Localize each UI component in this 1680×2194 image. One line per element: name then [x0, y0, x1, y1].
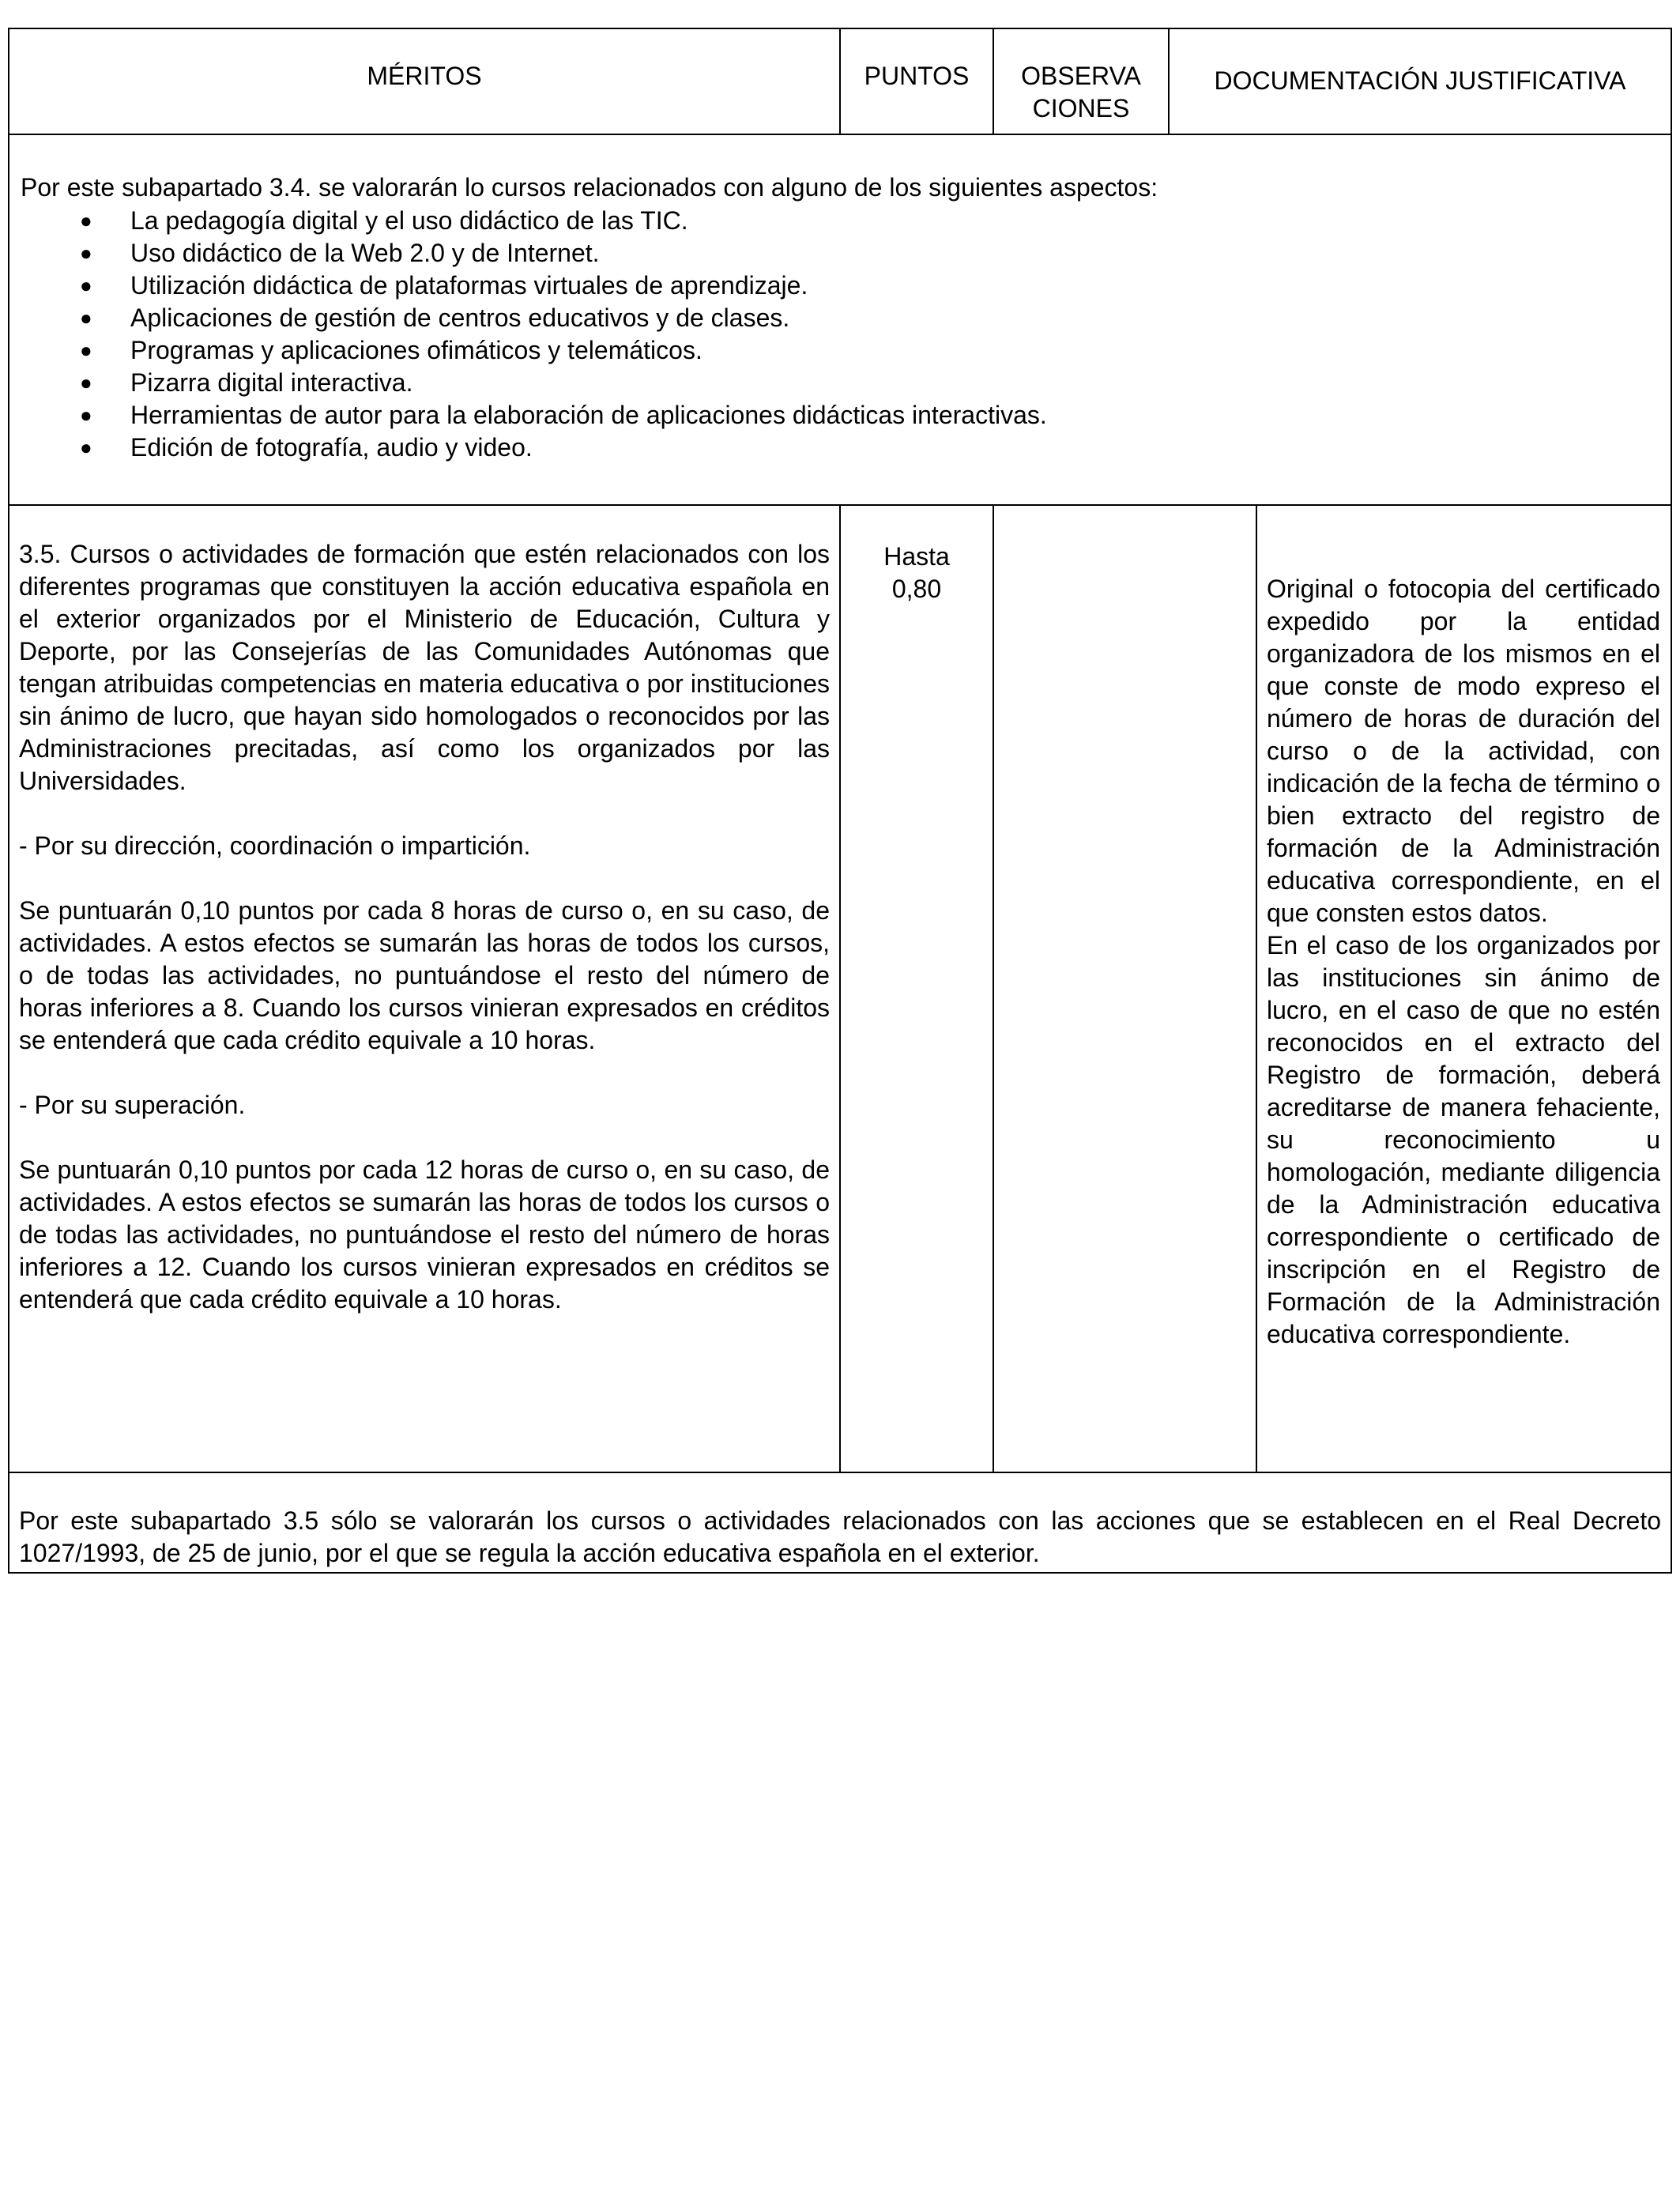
- meritos-intro: 3.5. Cursos o actividades de formación que estén relacionados con los diferentes programas que constituyen la acción educativa española en el exterior organizados por el Ministerio de Educación, Cultura y Deporte, por las Consejerías de las Comunidades Autónomas que tengan atribuidas competencias en materia educativa o por instituciones sin ánimo de lucro, que hayan sido homologados o reconocidos por las Administraciones precitadas, así como los organizados por las Universidades.: [19, 540, 830, 795]
- bullet-icon: ●: [80, 435, 92, 459]
- bullet-icon: ●: [80, 403, 92, 427]
- header-observaciones-line2: CIONES: [1032, 94, 1130, 123]
- row-divider-3: [1256, 504, 1257, 1473]
- list-item: ● Aplicaciones de gestión de centros educativos y de clases.: [130, 302, 1632, 334]
- bullet-icon: ●: [80, 273, 92, 297]
- list-item: ● Edición de fotografía, audio y video.: [130, 432, 1632, 464]
- list-item: ● Pizarra digital interactiva.: [130, 367, 1632, 399]
- bullet-icon: ●: [80, 306, 92, 330]
- list-item: ● Utilización didáctica de plataformas virtuales de aprendizaje.: [130, 270, 1632, 302]
- bullet-icon: ●: [80, 338, 92, 362]
- row-divider-1: [839, 504, 841, 1473]
- direccion-text: Se puntuarán 0,10 puntos por cada 8 horas de curso o, en su caso, de actividades. A estos efectos se sumarán las horas de todos los cursos, o de todas las actividades, no puntuándose el resto del número de horas inferiores a 8. Cuando los cursos vinieran expresados en créditos se entenderá que cada crédito equivale a 10 horas.: [19, 896, 830, 1054]
- puntos-value: [841, 541, 993, 605]
- bullet-icon: ●: [80, 209, 92, 232]
- section-3-4-intro: Por este subapartado 3.4. se valorarán lo cursos relacionados con alguno de los siguientes aspectos:: [21, 173, 1158, 202]
- list-item: ● Programas y aplicaciones ofimáticos y telemáticos.: [130, 334, 1632, 367]
- superacion-title: - Por su superación.: [19, 1091, 246, 1119]
- bullet-icon: ●: [80, 241, 92, 265]
- superacion-text: Se puntuarán 0,10 puntos por cada 12 horas de curso o, en su caso, de actividades. A estos efectos se sumarán las horas de todos los cursos o de todas las actividades, no puntuándose el resto del número de horas inferiores a 12. Cuando los cursos vinieran expresados en créditos se entenderá que cada crédito equivale a 10 horas.: [19, 1155, 830, 1314]
- documentacion-paragraph-2: En el caso de los organizados por las instituciones sin ánimo de lucro, en el caso de que no estén reconocidos en el extracto del Registro de formación, deberá acreditarse de manera fehaciente, su reconocimiento u homologación, mediante diligencia de la Administración educativa correspondiente o certificado de inscripción en el Registro de Formación de la Administración educativa correspondiente.: [1267, 931, 1660, 1348]
- list-item: ● La pedagogía digital y el uso didáctico de las TIC.: [130, 205, 1632, 237]
- documentacion-column: [1267, 573, 1660, 1351]
- list-item: ● Uso didáctico de la Web 2.0 y de Internet.: [130, 237, 1632, 270]
- meritos-column: [19, 538, 830, 1316]
- header-puntos: PUNTOS: [864, 62, 970, 90]
- header-observaciones-line1: OBSERVA: [1021, 62, 1141, 90]
- puntos-hasta: Hasta: [883, 542, 950, 571]
- puntos-max: 0,80: [891, 575, 942, 603]
- section-3-4-list: [80, 205, 1632, 464]
- header-documentacion: DOCUMENTACIÓN JUSTIFICATIVA: [1214, 66, 1626, 95]
- direccion-title: - Por su dirección, coordinación o impartición.: [19, 831, 531, 860]
- row-divider-2: [993, 504, 994, 1473]
- footer-note: Por este subapartado 3.5 sólo se valorarán los cursos o actividades relacionados con las acciones que se establecen en el Real Decreto 1027/1993, de 25 de junio, por el que se regula la acción educativa española en el exterior.: [19, 1506, 1661, 1567]
- bullet-icon: ●: [80, 371, 92, 394]
- documentacion-paragraph-1: Original o fotocopia del certificado expedido por la entidad organizadora de los mismos en el que conste de modo expreso el número de horas de duración del curso o de la actividad, con indicación de la fecha de término o bien extracto del registro de formación de la Administración educativa correspondiente, en el que consten estos datos.: [1267, 575, 1660, 927]
- header-observaciones: [994, 60, 1168, 125]
- list-item: ● Herramientas de autor para la elaboración de aplicaciones didácticas interactivas.: [130, 399, 1632, 432]
- header-meritos: MÉRITOS: [367, 62, 482, 90]
